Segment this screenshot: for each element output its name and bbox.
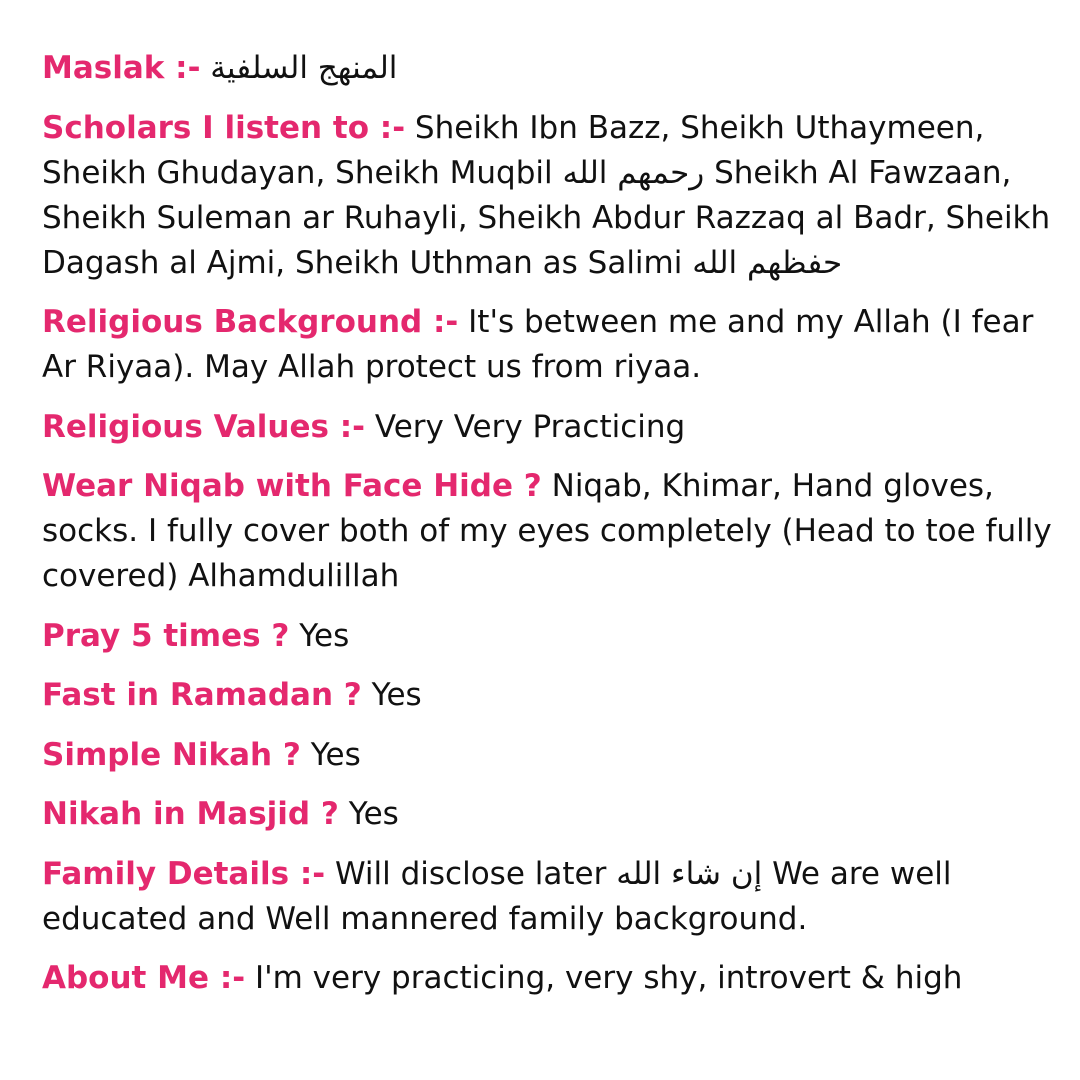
entry-label: Wear Niqab with Face Hide ?	[42, 468, 542, 504]
entry-maslak	[42, 46, 1052, 91]
entry-label: Nikah in Masjid ?	[42, 796, 339, 832]
entry-value: Sheikh Ibn Bazz, Sheikh Uthaymeen, Sheikh Ghudayan, Sheikh Muqbil رحمهم الله Sheikh Al Fawzaan, Sheikh Suleman ar Ruhayli, Sheikh Abdur Razzaq al Badr, Sheikh Dagash al Ajmi, Sheikh Uthman as Salimi حفظهم الله	[42, 109, 1051, 281]
entry-nikah-masjid	[42, 792, 1052, 837]
entry-value: Yes	[310, 736, 361, 773]
entry-simple-nikah	[42, 733, 1052, 778]
entry-about-me	[42, 956, 1052, 1001]
entry-value: Yes	[371, 677, 422, 713]
entry-value: Yes	[348, 796, 399, 832]
entry-fast	[42, 673, 1052, 718]
profile-details	[42, 46, 1052, 1016]
entry-label: Pray 5 times ?	[42, 617, 290, 654]
entry-value: Will disclose later إن شاء الله We are well educated and Well mannered family background.	[42, 855, 952, 937]
entry-label: Religious Background :-	[42, 304, 459, 340]
entry-niqab	[42, 464, 1052, 599]
entry-value: Yes	[299, 617, 350, 654]
entry-label: Family Details :-	[42, 855, 326, 892]
entry-label: Fast in Ramadan ?	[42, 677, 362, 713]
entry-scholars	[42, 106, 1052, 286]
entry-religious-values	[42, 405, 1052, 450]
entry-label: Maslak :-	[42, 50, 201, 86]
entry-value: It's between me and my Allah (I fear Ar Riyaa). May Allah protect us from riyaa.	[42, 304, 1034, 385]
entry-label: Scholars I listen to :-	[42, 109, 406, 146]
entry-value: I'm very practicing, very shy, introvert & high	[254, 960, 963, 996]
entry-value: المنهج السلفية	[210, 50, 398, 86]
entry-label: Simple Nikah ?	[42, 736, 301, 773]
entry-family-details	[42, 852, 1052, 942]
entry-pray	[42, 614, 1052, 659]
entry-value: Niqab, Khimar, Hand gloves, socks. I fully cover both of my eyes completely (Head to toe fully covered) Alhamdulillah	[42, 468, 1052, 594]
entry-value: Very Very Practicing	[374, 408, 686, 445]
entry-label: Religious Values :-	[42, 408, 366, 445]
entry-label: About Me :-	[42, 960, 246, 996]
entry-religious-background	[42, 300, 1052, 390]
